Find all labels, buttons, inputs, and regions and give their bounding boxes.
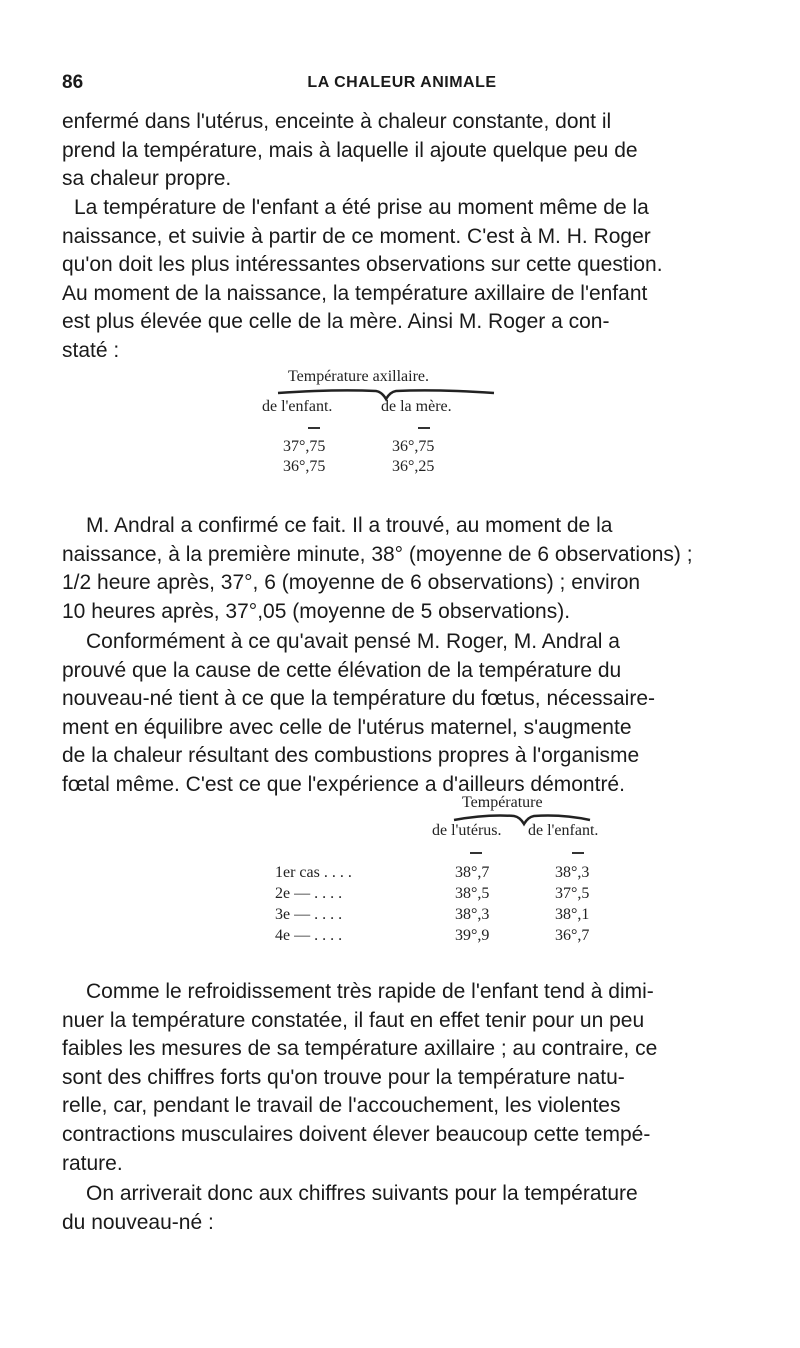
table-cell: 37°,75 xyxy=(283,438,326,455)
text-line: naissance, et suivie à partir de ce moment. C'est à M. H. Roger xyxy=(62,224,651,248)
header-dash xyxy=(470,852,482,854)
text-line: contractions musculaires doivent élever beaucoup cette tempé- xyxy=(62,1122,651,1146)
text-line: 1/2 heure après, 37°, 6 (moyenne de 6 observations) ; environ xyxy=(62,571,641,595)
text-line: 10 heures après, 37°,05 (moyenne de 5 observations). xyxy=(62,599,571,623)
row-label: 2e — . . . . xyxy=(275,885,343,902)
text-line: fœtal même. C'est ce que l'expérience a d'ailleurs démontré. xyxy=(62,772,625,796)
table-cell: 38°,1 xyxy=(555,906,590,923)
text-line: relle, car, pendant le travail de l'accouchement, les violentes xyxy=(62,1094,621,1118)
header-dash xyxy=(572,852,584,854)
table-cell: 36°,25 xyxy=(392,458,435,475)
text-line: sont des chiffres forts qu'on trouve pour la température natu- xyxy=(62,1065,625,1089)
paragraph-4 xyxy=(62,628,745,800)
text-line: est plus élevée que celle de la mère. Ainsi M. Roger a con- xyxy=(62,310,610,334)
text-line: enfermé dans l'utérus, enceinte à chaleur constante, dont il xyxy=(62,110,612,133)
paragraph-1 xyxy=(62,108,745,194)
text-line: On arriverait donc aux chiffres suivants pour la température xyxy=(86,1182,638,1205)
table-cell: 36°,75 xyxy=(392,438,435,455)
running-title: LA CHALEUR ANIMALE xyxy=(307,74,497,91)
table-cell: 38°,7 xyxy=(455,864,490,881)
row-label: 1er cas . . . . xyxy=(275,864,352,881)
text-line: du nouveau-né : xyxy=(62,1210,214,1234)
paragraph-6 xyxy=(62,1180,745,1237)
text-line: prouvé que la cause de cette élévation de la température du xyxy=(62,658,622,682)
header-dash xyxy=(308,427,320,429)
table-title: Température xyxy=(462,794,543,811)
text-line: rature. xyxy=(62,1151,123,1175)
text-line: Au moment de la naissance, la température axillaire de l'enfant xyxy=(62,281,648,305)
paragraph-3 xyxy=(62,512,745,626)
row-label: 4e — . . . . xyxy=(275,927,343,944)
table-cell: 36°,75 xyxy=(283,458,326,475)
column-header: de la mère. xyxy=(381,398,452,415)
column-header: de l'enfant. xyxy=(262,398,333,415)
header-dash xyxy=(418,427,430,429)
text-line: sa chaleur propre. xyxy=(62,167,232,191)
table-cell: 38°,5 xyxy=(455,885,490,902)
row-label: 3e — . . . . xyxy=(275,906,343,923)
table-cell: 38°,3 xyxy=(555,864,590,881)
text-line: Comme le refroidissement très rapide de l'enfant tend à dimi- xyxy=(86,980,654,1003)
text-line: nouveau-né tient à ce que la température du fœtus, nécessaire- xyxy=(62,687,656,711)
paragraph-5 xyxy=(62,978,745,1178)
table-title: Température axillaire. xyxy=(288,368,430,385)
table-cell: 38°,3 xyxy=(455,906,490,923)
text-line: naissance, à la première minute, 38° (moyenne de 6 observations) ; xyxy=(62,542,693,566)
text-line: ment en équilibre avec celle de l'utérus maternel, s'augmente xyxy=(62,715,632,739)
text-line: qu'on doit les plus intéressantes observations sur cette question. xyxy=(62,253,663,277)
table-cell: 37°,5 xyxy=(555,885,590,902)
column-header: de l'enfant. xyxy=(528,822,599,839)
text-line: nuer la température constatée, il faut en effet tenir pour un peu xyxy=(62,1008,645,1032)
text-line: M. Andral a confirmé ce fait. Il a trouvé, au moment de la xyxy=(86,514,613,537)
column-header: de l'utérus. xyxy=(432,822,502,839)
page-number: 86 xyxy=(62,72,84,93)
paragraph-2 xyxy=(62,194,745,366)
text-line: La température de l'enfant a été prise au moment même de la xyxy=(74,196,649,219)
text-line: Conformément à ce qu'avait pensé M. Roger, M. Andral a xyxy=(86,630,620,653)
text-line: staté : xyxy=(62,338,120,362)
text-line: prend la température, mais à laquelle il ajoute quelque peu de xyxy=(62,138,638,162)
page-header xyxy=(62,72,742,98)
text-line: de la chaleur résultant des combustions propres à l'organisme xyxy=(62,744,640,768)
table-cell: 36°,7 xyxy=(555,927,590,944)
text-line: faibles les mesures de sa température axillaire ; au contraire, ce xyxy=(62,1037,658,1061)
table-cell: 39°,9 xyxy=(455,927,490,944)
